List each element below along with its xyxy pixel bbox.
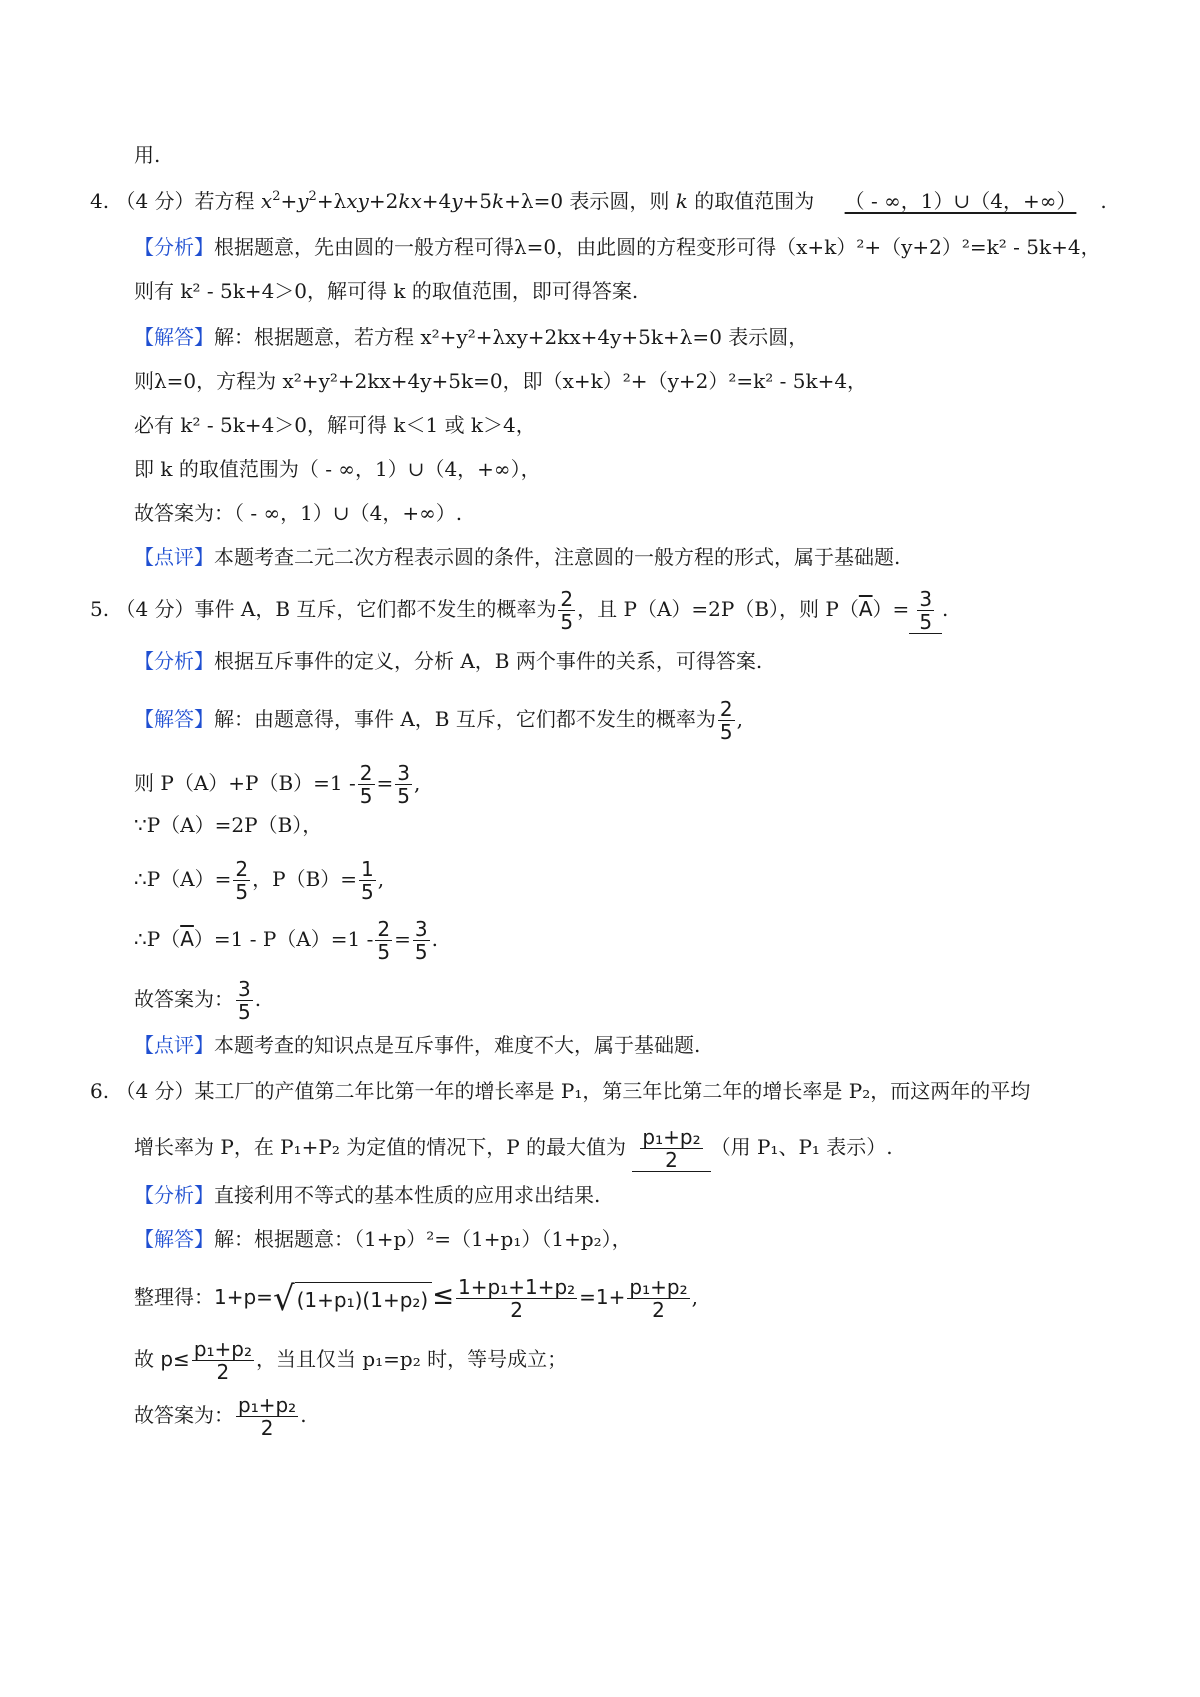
fraction: $\frac{\text{p₁+p₂}}{2}$ — [193, 1337, 252, 1384]
question-text: 事件 A，B 互斥，它们都不发生的概率为 — [194, 597, 557, 621]
question-text: 某工厂的产值第二年比第一年的增长率是 P₁，第三年比第二年的增长率是 P₂，而这两年的平均 — [194, 1079, 1031, 1103]
solution-text: 故答案为： — [134, 1403, 234, 1427]
solution-text: ∴P（A）= — [134, 867, 232, 891]
question-text: ，且 P（A）=2P（B），则 P（ — [577, 597, 859, 621]
comment-line — [134, 542, 900, 572]
question-text: （用 P₁、P₁ 表示）. — [710, 1135, 893, 1159]
solution-text: 解：根据题意，若方程 x²+y²+λxy+2kx+4y+5k+λ=0 表示圆， — [214, 325, 809, 349]
comment-text: 本题考查的知识点是互斥事件，难度不大，属于基础题. — [214, 1033, 701, 1057]
fraction: $\frac{\text{p₁+p₂}}{2}$ — [629, 1275, 688, 1322]
analysis-line — [134, 646, 762, 676]
analysis-line: 则有 k² - 5k+4＞0，解可得 k 的取值范围，即可得答案. — [134, 279, 639, 303]
period: . — [942, 597, 949, 621]
fraction: $\frac{\text{p₁+p₂}}{2}$ — [238, 1393, 297, 1440]
analysis-text: 直接利用不等式的基本性质的应用求出结果. — [214, 1183, 601, 1207]
solution-line: 整理得：1+p= √ (1+p₁)(1+p₂) ≤ $\frac{\text{1+p₁+1+p₂}}{2}$ =1+ $\frac{\text{p₁+p₂}}{2}$ , — [134, 1275, 698, 1322]
solution-text: 则 P（A）+P（B）=1 - — [134, 771, 356, 795]
solution-line: 故答案为： $\frac{3}{5}$ . — [134, 977, 262, 1024]
solution-line: 即 k 的取值范围为（ - ∞，1）∪（4，+∞）， — [134, 457, 541, 481]
question-number: 4. — [90, 189, 110, 213]
solution-text: 解：根据题意：（1+p）²=（1+p₁）（1+p₂）， — [214, 1227, 632, 1251]
solution-text: 故 p≤ — [134, 1347, 190, 1371]
question-text: 增长率为 P，在 P₁+P₂ 为定值的情况下，P 的最大值为 — [134, 1135, 627, 1159]
fraction: $\frac{2}{5}$ — [560, 587, 574, 634]
fraction: $\frac{2}{5}$ — [377, 917, 391, 964]
math-text: 1+p= — [214, 1285, 273, 1309]
solution-text: ，当且仅当 p₁=p₂ 时，等号成立； — [256, 1347, 568, 1371]
solution-line — [134, 1224, 632, 1254]
comment-tag: 【点评】 — [134, 1033, 214, 1057]
fraction: $\frac{3}{5}$ — [414, 917, 428, 964]
continued-text: 用. — [134, 143, 161, 167]
analysis-tag: 【分析】 — [134, 1183, 214, 1207]
solution-tag: 【解答】 — [134, 1227, 214, 1251]
solution-tag: 【解答】 — [134, 707, 214, 731]
question-6-line-2 — [134, 1126, 893, 1172]
analysis-tag: 【分析】 — [134, 649, 214, 673]
solution-text: ∴P（ — [134, 927, 181, 951]
question-text: 的取值范围为 — [687, 189, 815, 213]
analysis-line — [134, 1180, 600, 1210]
comment-line — [134, 1030, 700, 1060]
solution-line — [134, 322, 808, 352]
fraction: $\frac{3}{5}$ — [238, 977, 251, 1024]
fraction: $\frac{2}{5}$ — [235, 857, 249, 904]
fraction: $\frac{2}{5}$ — [359, 761, 373, 808]
comment-tag: 【点评】 — [134, 545, 214, 569]
leq-symbol: ≤ — [432, 1281, 455, 1311]
question-text: 表示圆，则 — [563, 189, 676, 213]
question-number: 5. — [90, 597, 110, 621]
math-text: =1+ — [579, 1285, 626, 1309]
fraction: $\frac{3}{5}$ — [397, 761, 411, 808]
fraction: $\frac{1}{5}$ — [361, 857, 374, 904]
solution-line: 则 P（A）+P（B）=1 - $\frac{2}{5}$ = $\frac{3}{5}$ , — [134, 761, 421, 808]
solution-line: 故答案为：（ - ∞，1）∪（4，+∞）. — [134, 501, 463, 525]
period: . — [1100, 189, 1107, 213]
solution-line: 【解答】解：由题意得，事件 A，B 互斥，它们都不发生的概率为 $\frac{2}{5}$ , — [134, 697, 743, 744]
question-number: 6. — [90, 1079, 110, 1103]
question-5 — [90, 588, 948, 634]
analysis-tag: 【分析】 — [134, 235, 214, 259]
solution-line: 则λ=0，方程为 x²+y²+2kx+4y+5k=0，即（x+k）²+（y+2）²=k² - 5k+4， — [134, 369, 868, 393]
square-root: √ (1+p₁)(1+p₂) — [273, 1282, 432, 1316]
answer-blank: $\frac{3}{5}$ — [909, 588, 942, 634]
solution-line — [134, 1338, 567, 1383]
solution-line: ∵P（A）=2P（B）， — [134, 813, 323, 837]
solution-line: ∴P（A）= $\frac{2}{5}$ ，P（B）= $\frac{1}{5}$ , — [134, 857, 385, 904]
solution-text: 故答案为： — [134, 987, 234, 1011]
question-score: （4 分） — [115, 1079, 195, 1103]
solution-text: ，P（B）= — [252, 867, 358, 891]
solution-text: ）=1 - P（A）=1 - — [193, 927, 374, 951]
comment-text: 本题考查二元二次方程表示圆的条件，注意圆的一般方程的形式，属于基础题. — [214, 545, 901, 569]
question-4: 4. （4 分）若方程 $x^2+y^2+\lambda xy+2kx+4y+5k+\lambda=0$ 表示圆，则 k 的取值范围为 （ - ∞，1）∪（4，+∞） . — [90, 186, 1107, 216]
question-score: （4 分） — [115, 597, 195, 621]
question-6 — [90, 1076, 1030, 1106]
fraction: $\frac{\text{1+p₁+1+p₂}}{2}$ — [458, 1275, 576, 1322]
complement-a: $\overline{A}$ — [858, 597, 873, 621]
equation: $x^2+y^2+\lambda xy+2kx+4y+5k+\lambda=0$ — [260, 189, 564, 213]
question-text: 若方程 — [194, 189, 261, 213]
question-score: （4 分） — [115, 189, 195, 213]
solution-line: $\therefore P(\overline{A})=1 - P(A)=1$ - $\frac{2}{5}$ = $\frac{3}{5}$ . — [134, 917, 438, 964]
solution-text: 整理得： — [134, 1285, 214, 1309]
analysis-text: 根据互斥事件的定义，分析 A，B 两个事件的关系，可得答案. — [214, 649, 763, 673]
complement-a: $\overline{A}$ — [180, 927, 194, 951]
answer-blank: （ - ∞，1）∪（4，+∞） — [844, 189, 1077, 213]
analysis-line — [134, 232, 1101, 262]
fraction: $\frac{2}{5}$ — [719, 697, 733, 744]
solution-text: 解：由题意得，事件 A，B 互斥，它们都不发生的概率为 — [214, 707, 716, 731]
solution-line: 故答案为： $\frac{\text{p₁+p₂}}{2}$ . — [134, 1393, 307, 1440]
answer-blank: $\frac{\text{p₁+p₂}}{2}$ — [632, 1126, 710, 1172]
analysis-text: 根据题意，先由圆的一般方程可得λ=0，由此圆的方程变形可得（x+k）²+（y+2）²=k² - 5k+4， — [214, 235, 1101, 259]
solution-line: 必有 k² - 5k+4＞0，解可得 k＜1 或 k＞4， — [134, 413, 536, 437]
question-text: ）= — [872, 597, 910, 621]
solution-tag: 【解答】 — [134, 325, 214, 349]
